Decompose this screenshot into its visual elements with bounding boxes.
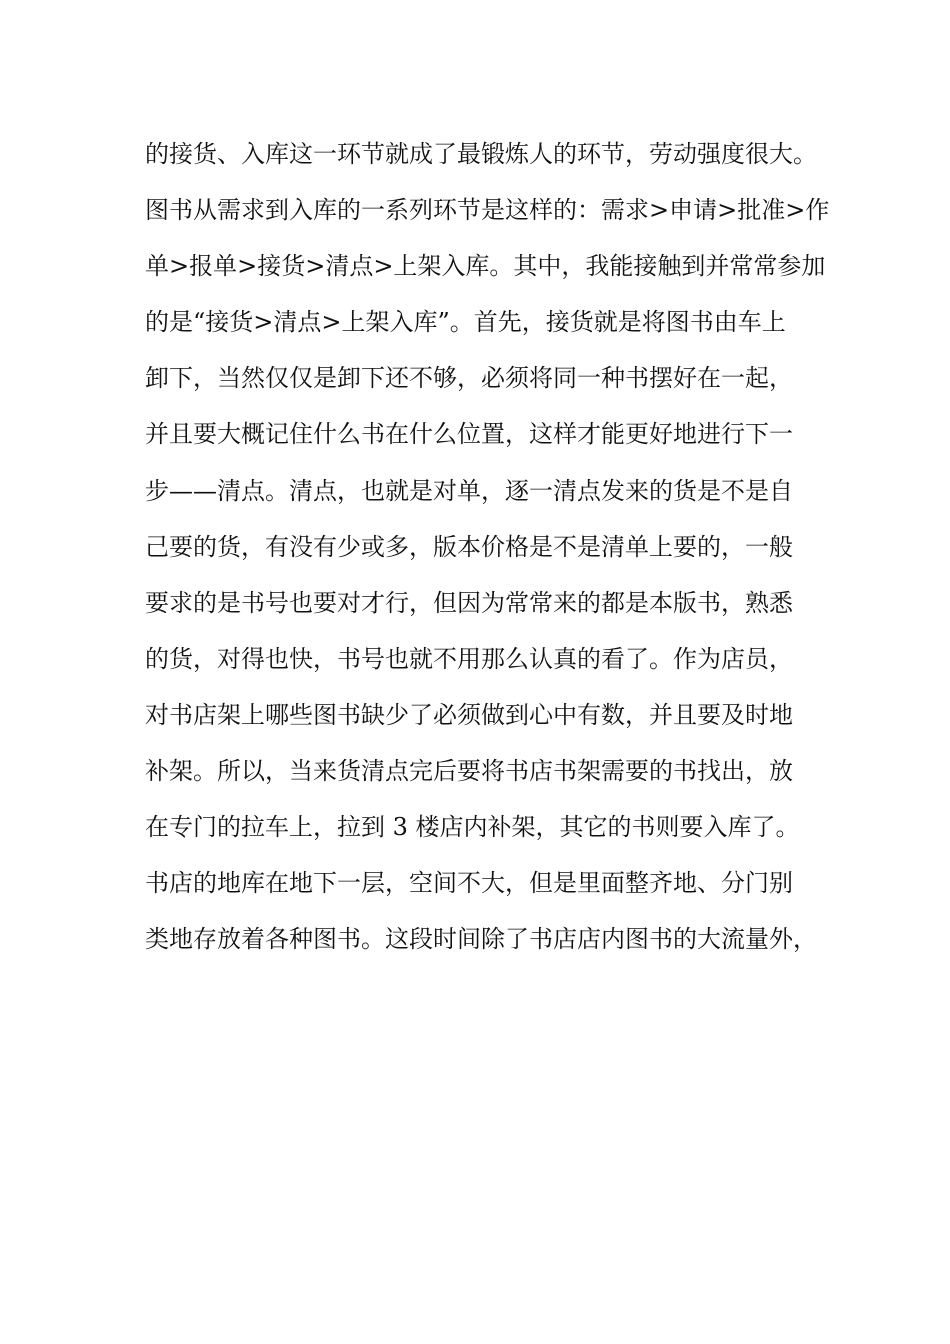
text-line: 己要的货，有没有少或多，版本价格是不是清单上要的，一般 (145, 532, 793, 561)
text-line: 步——清点。清点，也就是对单，逐一清点发来的货是不是自 (145, 476, 793, 505)
text-line: 类地存放着各种图书。这段时间除了书店店内图书的大流量外， (145, 925, 817, 954)
text-line: 补架。所以，当来货清点完后要将书店书架需要的书找出，放 (145, 757, 793, 786)
text-line: 书店的地库在地下一层，空间不大，但是里面整齐地、分门别 (145, 869, 793, 898)
text-line: 要求的是书号也要对才行，但因为常常来的都是本版书，熟悉 (145, 588, 793, 617)
text-line: 单>报单>接货>清点>上架入库。其中，我能接触到并常常参加 (145, 252, 826, 281)
text-line: 对书店架上哪些图书缺少了必须做到心中有数，并且要及时地 (145, 700, 793, 729)
text-line: 的是“接货>清点>上架入库”。首先，接货就是将图书由车上 (145, 308, 786, 337)
text-line: 并且要大概记住什么书在什么位置，这样才能更好地进行下一 (145, 420, 793, 449)
text-line: 的接货、入库这一环节就成了最锻炼人的环节，劳动强度很大。 (145, 140, 817, 168)
body-text (145, 126, 835, 967)
text-line: 卸下，当然仅仅是卸下还不够，必须将同一种书摆好在一起， (145, 364, 793, 393)
text-line: 在专门的拉车上，拉到 3 楼店内补架，其它的书则要入库了。 (145, 813, 800, 842)
text-line: 图书从需求到入库的一系列环节是这样的：需求>申请>批准>作 (145, 196, 830, 225)
text-line: 的货，对得也快，书号也就不用那么认真的看了。作为店员， (145, 644, 793, 673)
